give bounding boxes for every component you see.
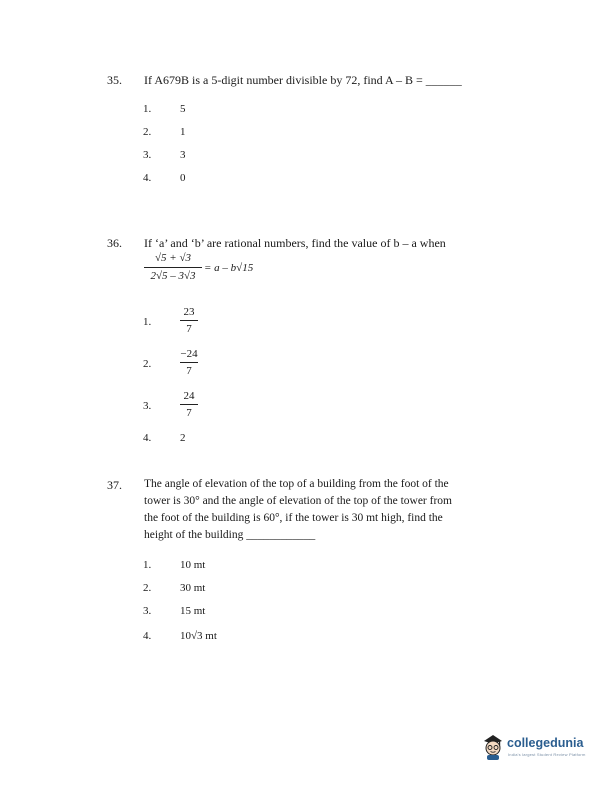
question-text: If A679B is a 5-digit number divisible by 72, find A – B = ______ (144, 73, 462, 87)
option-label: 4. (143, 172, 152, 184)
fraction-numerator: 24 (183, 390, 195, 402)
fraction-bar (180, 404, 198, 405)
fraction-bar (180, 362, 198, 363)
equation-rhs: = a – b√15 (204, 262, 254, 274)
fraction-denominator: 7 (186, 365, 192, 377)
option-value: 5 (180, 103, 186, 115)
fraction-bar (180, 320, 198, 321)
question-number: 35. (107, 73, 122, 87)
option-label: 3. (143, 400, 152, 412)
option-value: 1 (180, 126, 186, 138)
fraction-numerator: 23 (183, 306, 195, 318)
option-label: 1. (143, 316, 152, 328)
equation-denominator: 2√5 – 3√3 (150, 270, 196, 282)
equation-fraction (142, 252, 204, 283)
fraction-denominator: 7 (186, 407, 192, 419)
question-number: 37. (107, 478, 122, 492)
option-label: 1. (143, 103, 152, 115)
option-value: 10 mt (180, 559, 206, 571)
option-label: 2. (143, 126, 152, 138)
option-label: 2. (143, 582, 152, 594)
option-value: 10√3 mt (180, 630, 217, 642)
option-fraction (176, 348, 202, 377)
fraction-denominator: 7 (186, 323, 192, 335)
option-fraction (176, 306, 202, 335)
question-text-line: tower is 30° and the angle of elevation of the top of the tower from (144, 495, 452, 507)
question-number: 36. (107, 236, 122, 250)
question-text: If ‘a’ and ‘b’ are rational numbers, find the value of b – a when (144, 236, 446, 250)
option-label: 2. (143, 358, 152, 370)
logo-wordmark: collegedunia (507, 736, 584, 750)
question-text-line: the foot of the building is 60°, if the tower is 30 mt high, find the (144, 512, 443, 524)
option-label: 3. (143, 149, 152, 161)
option-label: 4. (143, 630, 152, 642)
mascot-icon (481, 732, 505, 760)
option-value: 15 mt (180, 605, 206, 617)
option-label: 3. (143, 605, 152, 617)
logo-tagline: India's largest Student Review Platform (508, 752, 586, 757)
option-value: 30 mt (180, 582, 206, 594)
equation-fraction-bar (144, 267, 202, 268)
option-value: 0 (180, 172, 186, 184)
option-label: 4. (143, 432, 152, 444)
option-label: 1. (143, 559, 152, 571)
option-value: 3 (180, 149, 186, 161)
collegedunia-logo (481, 730, 593, 766)
question-text-line: The angle of elevation of the top of a building from the foot of the (144, 478, 449, 490)
option-value: 2 (180, 432, 186, 444)
equation-numerator: √5 + √3 (155, 252, 191, 264)
fraction-numerator: −24 (180, 348, 198, 360)
question-text-line: height of the building ____________ (144, 529, 316, 541)
option-fraction (176, 390, 202, 419)
